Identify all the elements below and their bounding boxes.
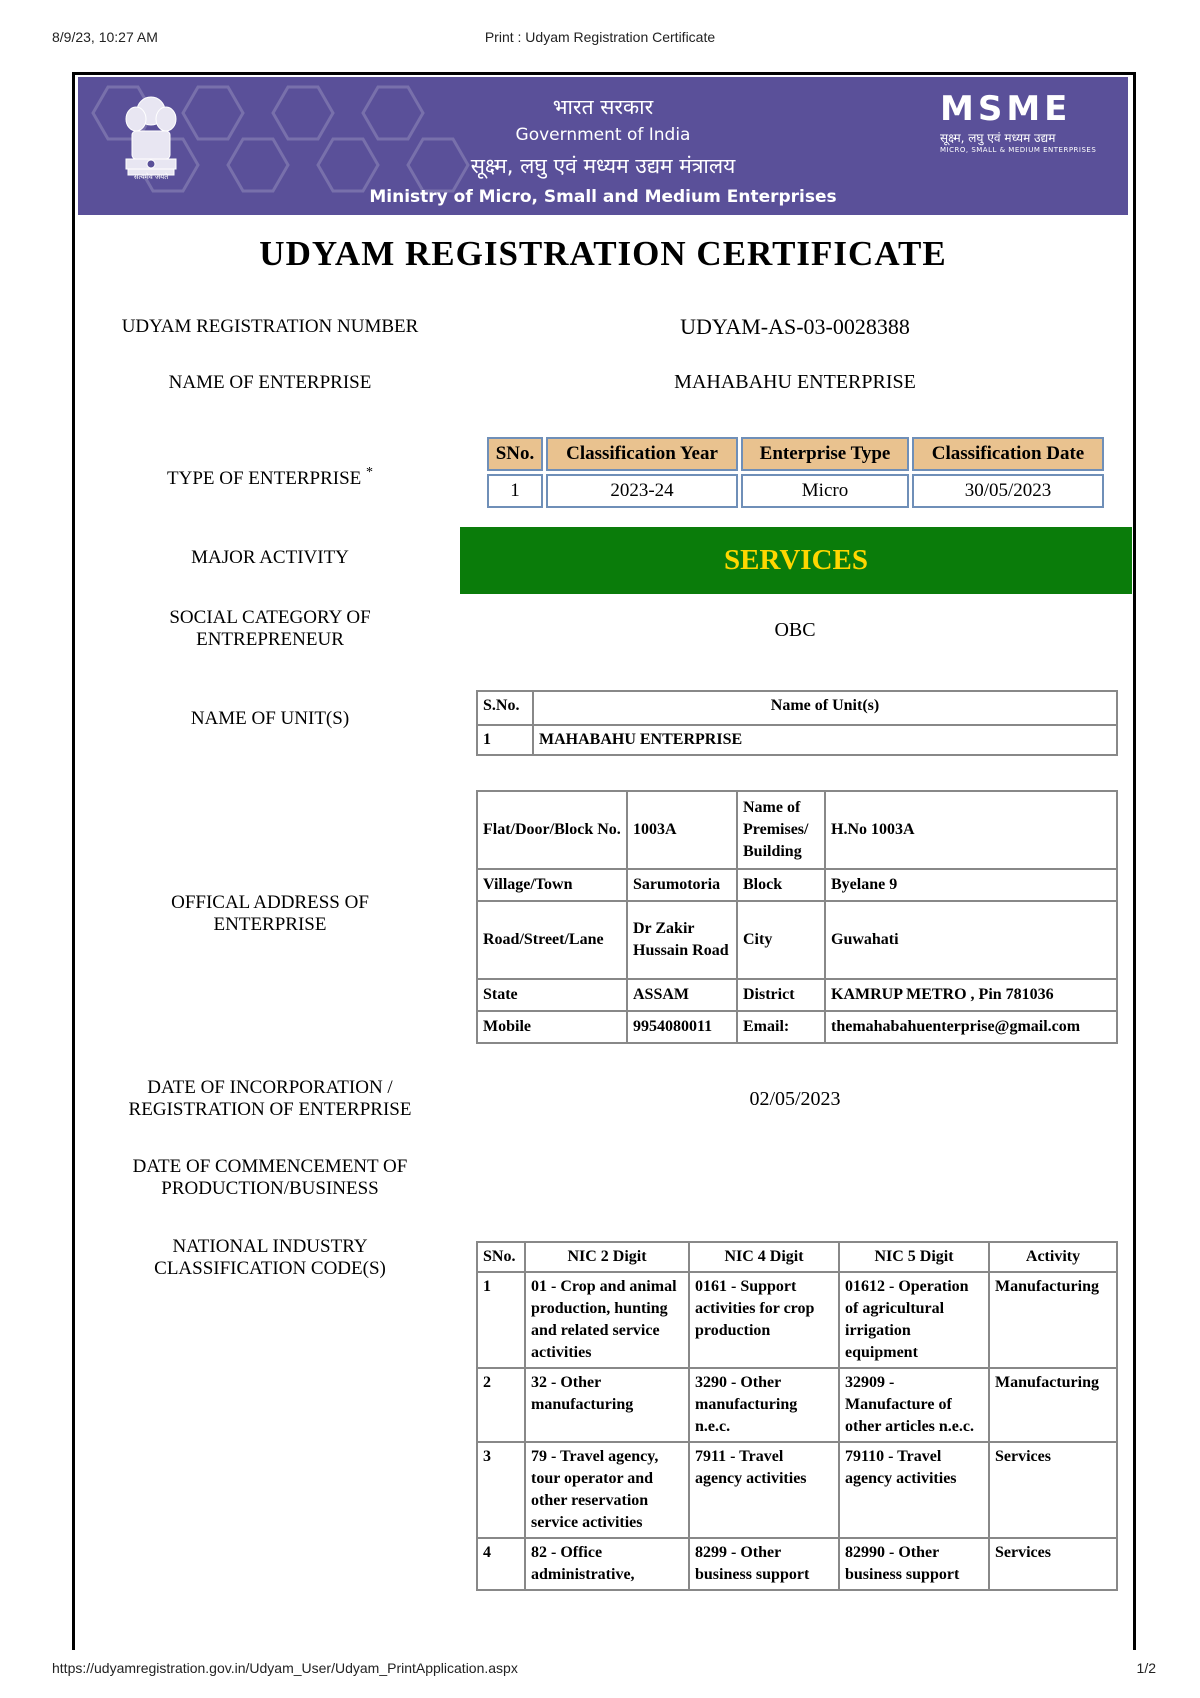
table-row: [477, 869, 1117, 901]
social-category-value: OBC: [774, 619, 816, 641]
msme-logo-text: MSME: [940, 89, 1072, 129]
table-cell: 82990 - Other business support: [839, 1538, 989, 1590]
table-cell: Dr Zakir Hussain Road: [627, 901, 737, 979]
commencement-label: [90, 1156, 450, 1200]
label-line: OFFICAL ADDRESS OF: [171, 892, 369, 913]
table-cell: Flat/Door/Block No.: [477, 791, 627, 869]
table-cell: 82 - Office administrative,: [525, 1538, 689, 1590]
table-cell: 79110 - Travel agency activities: [839, 1442, 989, 1538]
major-activity-value: SERVICES: [460, 527, 1132, 594]
column-header: NIC 5 Digit: [839, 1242, 989, 1272]
table-row: [477, 979, 1117, 1011]
column-header: SNo.: [487, 437, 543, 471]
table-cell: H.No 1003A: [825, 791, 1117, 869]
column-header: NIC 2 Digit: [525, 1242, 689, 1272]
table-cell: Manufacturing: [989, 1272, 1117, 1368]
table-cell: Micro: [741, 474, 909, 508]
address-table: [476, 790, 1118, 1044]
table-cell: City: [737, 901, 825, 979]
table-cell: 9954080011: [627, 1011, 737, 1043]
table-cell: themahabahuenterprise@gmail.com: [825, 1011, 1117, 1043]
classification-table: [484, 434, 1107, 511]
units-header-row: [477, 691, 1117, 725]
nic-header-row: [477, 1242, 1117, 1272]
label-line: DATE OF COMMENCEMENT OF: [132, 1156, 408, 1177]
address-label: [90, 892, 450, 936]
nic-label: [90, 1236, 450, 1280]
table-row: [477, 1272, 1117, 1368]
table-cell: 3290 - Other manufacturing n.e.c.: [689, 1368, 839, 1442]
table-cell: MAHABAHU ENTERPRISE: [533, 725, 1117, 755]
column-header: Name of Unit(s): [533, 691, 1117, 725]
banner-hindi-government: भारत सरकार: [552, 95, 654, 119]
table-cell: Manufacturing: [989, 1368, 1117, 1442]
print-url: https://udyamregistration.gov.in/Udyam_User/Udyam_PrintApplication.aspx: [52, 1660, 518, 1676]
banner-hindi-ministry: सूक्ष्म, लघु एवं मध्यम उद्यम मंत्रालय: [470, 154, 736, 178]
units-table: [476, 690, 1118, 756]
table-row: [477, 1538, 1117, 1590]
major-activity-label: MAJOR ACTIVITY: [191, 547, 349, 568]
table-cell: KAMRUP METRO , Pin 781036: [825, 979, 1117, 1011]
asterisk: *: [366, 465, 373, 480]
column-header: SNo.: [477, 1242, 525, 1272]
table-cell: Sarumotoria: [627, 869, 737, 901]
table-cell: Name of Premises/ Building: [737, 791, 825, 869]
table-row: [477, 1442, 1117, 1538]
table-cell: 1: [477, 1272, 525, 1368]
msme-logo: [940, 91, 1110, 154]
table-cell: 0161 - Support activities for crop production: [689, 1272, 839, 1368]
enterprise-type-label: [90, 462, 450, 490]
table-cell: 7911 - Travel agency activities: [689, 1442, 839, 1538]
emblem-motto: सत्यमेव जयते: [133, 173, 169, 181]
print-timestamp: 8/9/23, 10:27 AM: [52, 29, 158, 45]
print-page-number: 1/2: [1136, 1660, 1156, 1676]
table-row: [487, 474, 1104, 508]
table-cell: ASSAM: [627, 979, 737, 1011]
table-cell: 1003A: [627, 791, 737, 869]
table-cell: Block: [737, 869, 825, 901]
label-line: CLASSIFICATION CODE(S): [154, 1258, 386, 1279]
table-row: [477, 791, 1117, 869]
table-cell: Email:: [737, 1011, 825, 1043]
print-footer: [0, 1660, 1200, 1680]
table-cell: 2023-24: [546, 474, 738, 508]
banner-ministry: Ministry of Micro, Small and Medium Enterprises: [369, 187, 837, 207]
enterprise-name-label: NAME OF ENTERPRISE: [168, 372, 372, 393]
table-cell: 4: [477, 1538, 525, 1590]
enterprise-name: MAHABAHU ENTERPRISE: [674, 371, 916, 393]
table-cell: 3: [477, 1442, 525, 1538]
label-line: DATE OF INCORPORATION /: [147, 1077, 393, 1098]
column-header: NIC 4 Digit: [689, 1242, 839, 1272]
table-cell: 1: [477, 725, 533, 755]
table-cell: 01612 - Operation of agricultural irrigation equipment: [839, 1272, 989, 1368]
table-cell: 30/05/2023: [912, 474, 1104, 508]
registration-number: UDYAM-AS-03-0028388: [680, 314, 910, 339]
registration-number-label: UDYAM REGISTRATION NUMBER: [121, 316, 419, 337]
print-page-title: Print : Udyam Registration Certificate: [484, 29, 716, 45]
msme-logo-subtitle: MICRO, SMALL & MEDIUM ENTERPRISES: [940, 146, 1097, 154]
table-cell: 8299 - Other business support: [689, 1538, 839, 1590]
table-cell: Guwahati: [825, 901, 1117, 979]
column-header: Classification Year: [546, 437, 738, 471]
label-line: SOCIAL CATEGORY OF: [169, 607, 371, 628]
column-header: Enterprise Type: [741, 437, 909, 471]
nic-table: [476, 1241, 1118, 1591]
table-row: [477, 1011, 1117, 1043]
classification-header-row: [487, 437, 1104, 471]
table-cell: 79 - Travel agency, tour operator and other reservation service activities: [525, 1442, 689, 1538]
label-line: NATIONAL INDUSTRY: [172, 1236, 368, 1257]
table-row: [477, 1368, 1117, 1442]
table-cell: Village/Town: [477, 869, 627, 901]
banner-government: Government of India: [515, 125, 691, 145]
certificate-title: UDYAM REGISTRATION CERTIFICATE: [259, 234, 947, 273]
table-row: [477, 901, 1117, 979]
table-cell: 32 - Other manufacturing: [525, 1368, 689, 1442]
enterprise-type-label-text: TYPE OF ENTERPRISE: [167, 468, 362, 489]
label-line: ENTERPRISE: [213, 914, 327, 935]
incorporation-label: [90, 1077, 450, 1121]
table-cell: Byelane 9: [825, 869, 1117, 901]
government-banner: [78, 77, 1128, 215]
table-cell: 2: [477, 1368, 525, 1442]
table-cell: 32909 - Manufacture of other articles n.e.c.: [839, 1368, 989, 1442]
table-cell: 01 - Crop and animal production, hunting and related service activities: [525, 1272, 689, 1368]
msme-logo-hindi: सूक्ष्म, लघु एवं मध्यम उद्यम: [940, 131, 1056, 145]
incorporation-date: 02/05/2023: [749, 1088, 841, 1110]
table-cell: Services: [989, 1442, 1117, 1538]
column-header: Classification Date: [912, 437, 1104, 471]
table-cell: Services: [989, 1538, 1117, 1590]
print-header: [0, 29, 1200, 49]
column-header: Activity: [989, 1242, 1117, 1272]
table-row: [477, 725, 1117, 755]
table-cell: Mobile: [477, 1011, 627, 1043]
column-header: S.No.: [477, 691, 533, 725]
label-line: REGISTRATION OF ENTERPRISE: [128, 1099, 412, 1120]
label-line: ENTREPRENEUR: [196, 629, 344, 650]
label-line: PRODUCTION/BUSINESS: [161, 1178, 379, 1199]
table-cell: State: [477, 979, 627, 1011]
social-category-label: [90, 607, 450, 651]
units-label: NAME OF UNIT(S): [190, 708, 350, 729]
table-cell: Road/Street/Lane: [477, 901, 627, 979]
table-cell: District: [737, 979, 825, 1011]
table-cell: 1: [487, 474, 543, 508]
